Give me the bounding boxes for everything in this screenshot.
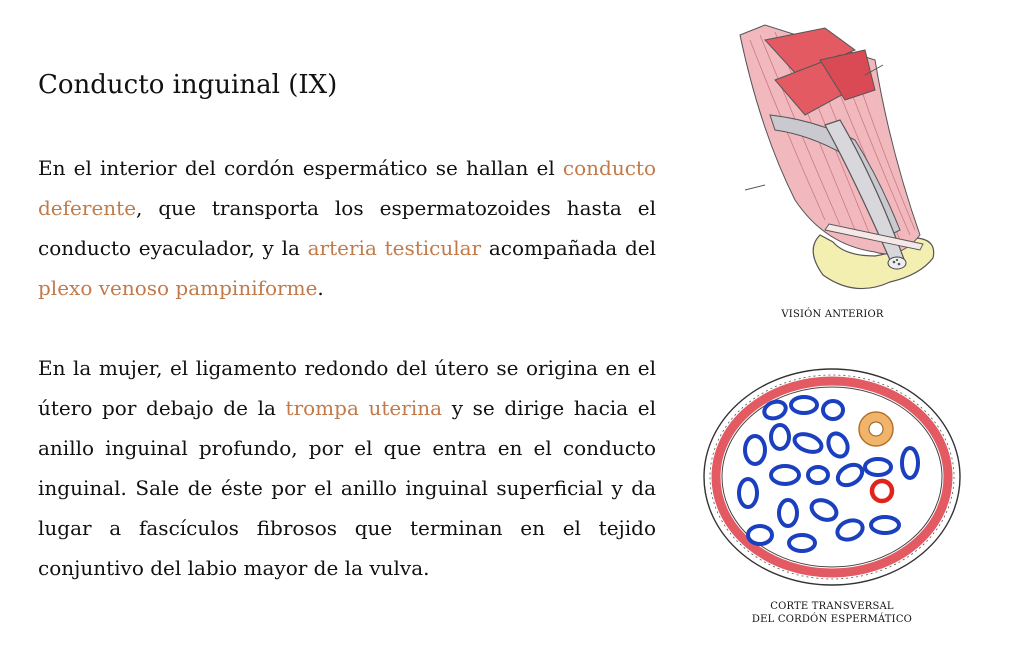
text: acompañada del	[481, 236, 656, 260]
text: .	[317, 276, 324, 300]
anterior-view-caption: VISIÓN ANTERIOR	[781, 309, 884, 320]
testicular-artery	[872, 481, 892, 501]
text: , que transporta los espermatozoides hasta el conducto eyaculador, y la	[38, 196, 656, 260]
term-plexo-venoso: plexo venoso pampiniforme	[38, 276, 318, 300]
text: En la mujer, el ligamento redondo del útero se origina en el útero por debajo de la	[38, 356, 656, 420]
caption-line: DEL CORDÓN ESPERMÁTICO	[751, 614, 913, 625]
paragraph-cordon-espermatico	[38, 148, 656, 308]
cross-section-illustration	[700, 365, 965, 590]
text: y se dirige hacia el anillo inguinal profundo, por el que entra en el conducto inguinal. Sale de éste por el anillo inguinal superficial y da lugar a fascículos fibrosos que terminan en el tejido conjuntivo del labio mayor de la vulva.	[38, 396, 657, 580]
pointer-line	[745, 185, 765, 190]
paragraph-ligamento-redondo	[38, 348, 656, 588]
term-trompa-uterina: trompa uterina	[285, 396, 443, 420]
cross-section-caption	[732, 600, 932, 626]
term-arteria-testicular: arteria testicular	[307, 236, 482, 260]
text: En el interior del cordón espermático se hallan el	[38, 156, 563, 180]
page-title: Conducto inguinal (IX)	[38, 70, 338, 100]
anterior-view-illustration	[705, 20, 960, 300]
cord-cross-section	[888, 257, 906, 269]
caption-line: CORTE TRANSVERSAL	[770, 601, 894, 612]
term-conducto-deferente: conducto deferente	[38, 156, 656, 220]
